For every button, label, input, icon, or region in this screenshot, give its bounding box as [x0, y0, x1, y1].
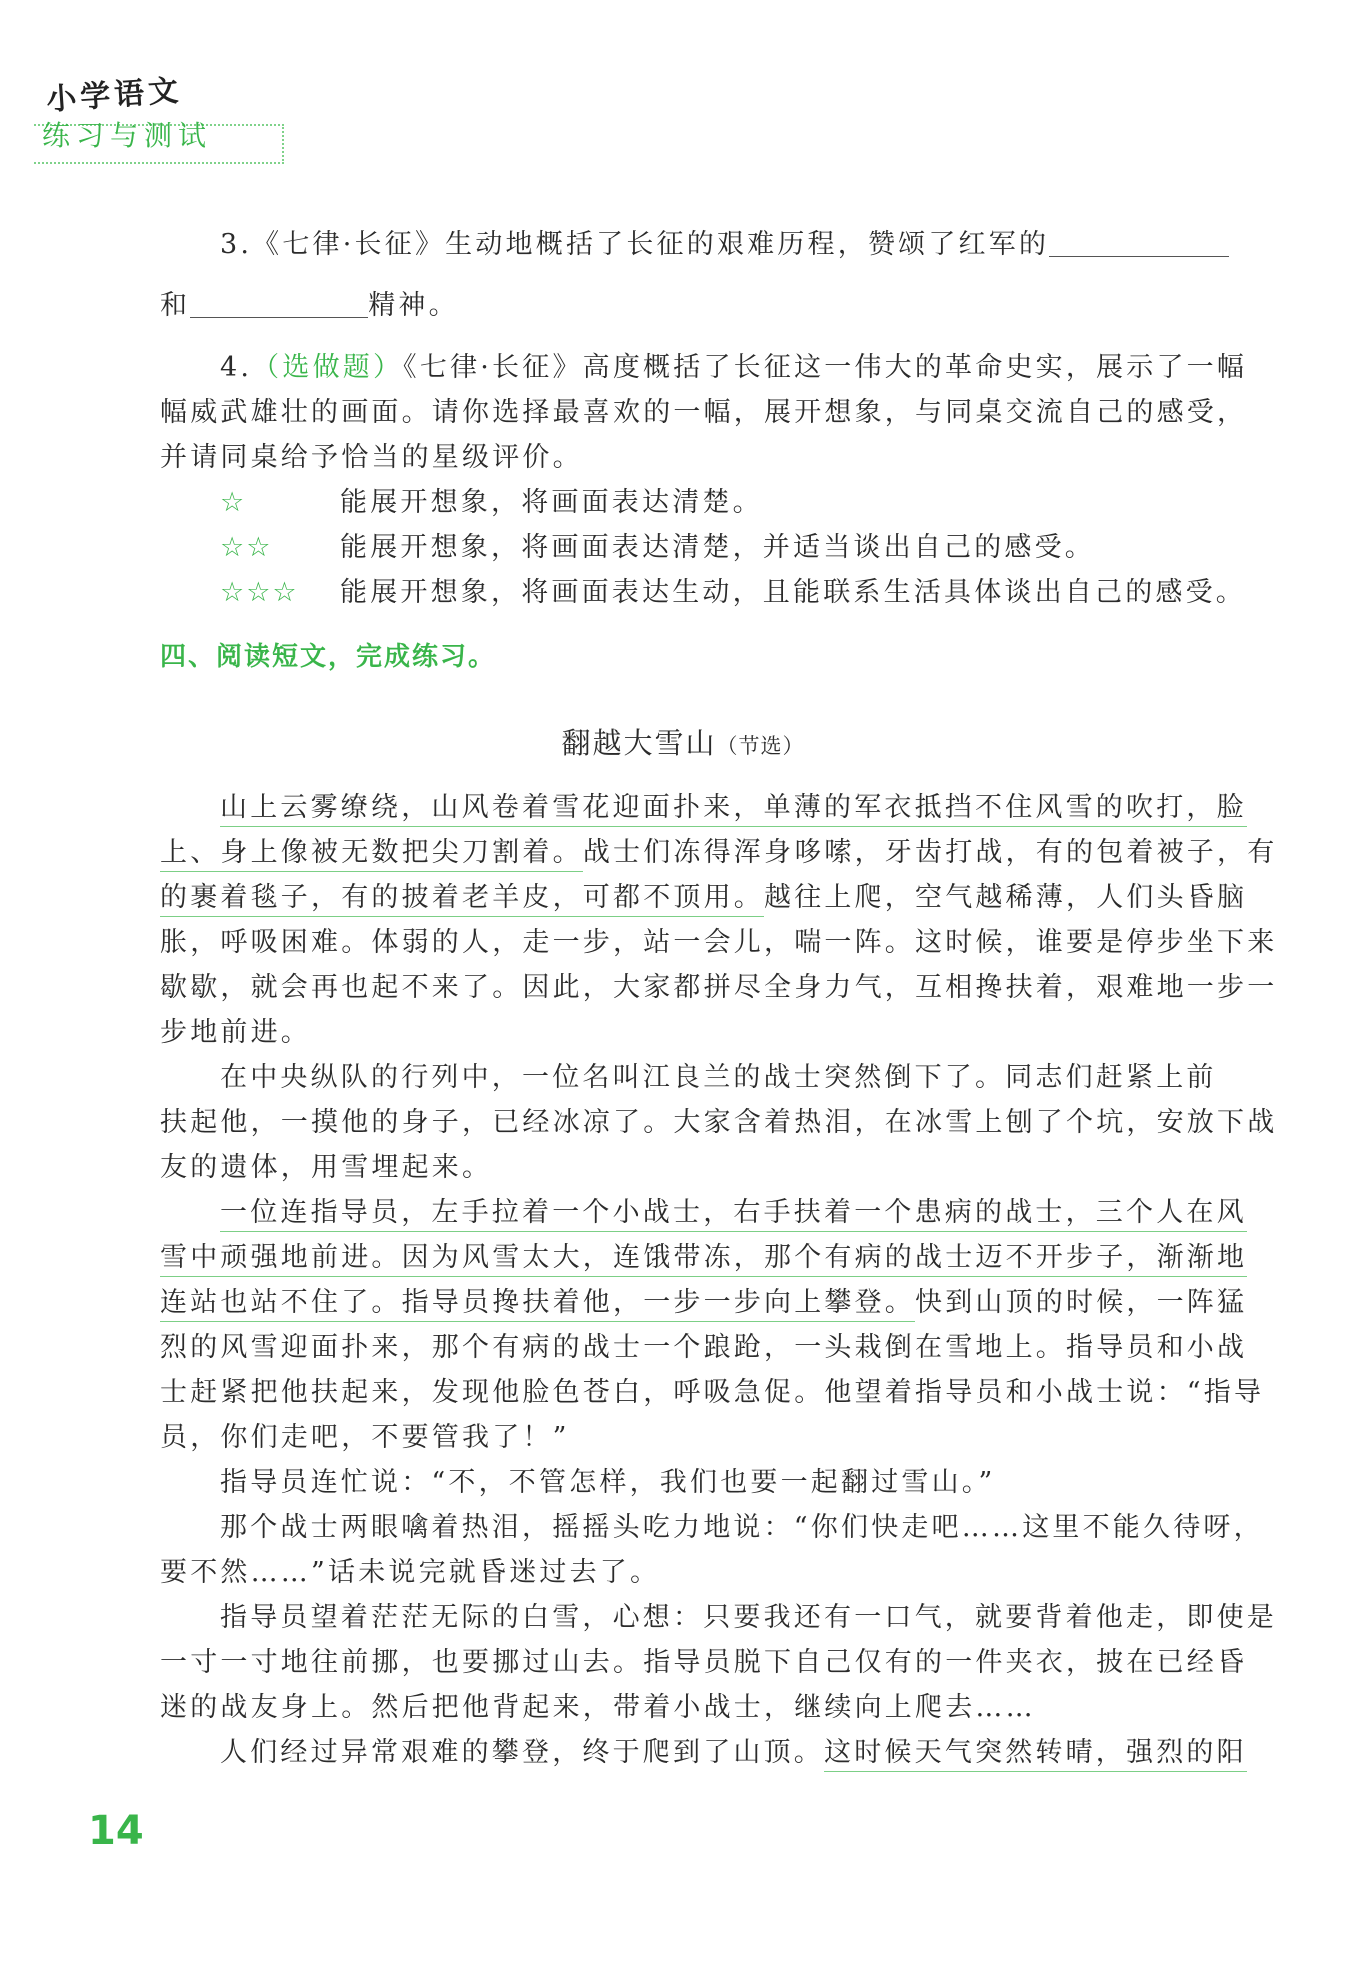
rating-row	[160, 525, 1206, 570]
paragraph-text: 步地前进。	[160, 1017, 311, 1048]
brand-title: 小学语文	[45, 73, 184, 118]
paragraph-text: 胀，呼吸困难。体弱的人，走一步，站一会儿，喘一阵。这时候，谁要是停步坐下来	[160, 927, 1278, 958]
rating-text: 能展开想象，将画面表达清楚。	[340, 487, 763, 518]
paragraph-text: 一寸一寸地往前挪，也要挪过山去。指导员脱下自己仅有的一件夹衣，披在已经昏	[160, 1647, 1248, 1678]
paragraph-text: 士赶紧把他扶起来，发现他脸色苍白，呼吸急促。他望着指导员和小战士说：“指导	[160, 1377, 1265, 1408]
underlined-text: 上、身上像被无数把尖刀割着。	[160, 837, 583, 872]
underlined-text: 连站也站不住了。指导员搀扶着他，一步一步向上攀登。	[160, 1287, 915, 1322]
question-4	[160, 345, 1248, 615]
q3-blank-1[interactable]	[1049, 226, 1229, 257]
article-title-note: （节选）	[716, 734, 805, 758]
q3-spirit: 精神。	[368, 290, 459, 321]
article-body	[160, 785, 1278, 1775]
paragraph-text: 歇歇，就会再也起不来了。因此，大家都拼尽全身力气，互相搀扶着，艰难地一步一	[160, 972, 1278, 1003]
paragraph-text: 快到山顶的时候，一阵猛	[915, 1287, 1248, 1318]
section-heading: 四、阅读短文，完成练习。	[160, 642, 497, 672]
q4-text-3: 并请同桌给予恰当的星级评价。	[160, 442, 583, 473]
q4-text-2: 幅威武雄壮的画面。请你选择最喜欢的一幅，展开想象，与同桌交流自己的感受，	[160, 397, 1248, 428]
brand-header	[42, 70, 292, 170]
paragraph-text: 那个战士两眼噙着热泪，摇摇头吃力地说：“你们快走吧……这里不能久待呀，	[220, 1512, 1264, 1543]
underlined-text: 这时候天气突然转晴，强烈的阳	[824, 1737, 1247, 1772]
page-content	[160, 210, 1278, 1775]
star-icon: ☆☆☆	[220, 577, 299, 608]
q4-optional-tag: （选做题）	[252, 352, 404, 383]
star-icon: ☆	[220, 487, 247, 518]
underlined-text: 一位连指导员，左手拉着一个小战士，右手扶着一个患病的战士，三个人在风	[220, 1197, 1247, 1232]
star-icon: ☆☆	[220, 532, 273, 563]
paragraph-text: 要不然……”话未说完就昏迷过去了。	[160, 1557, 661, 1588]
q3-text: 3.《七律·长征》生动地概括了长征的艰难历程，赞颂了红军的	[220, 229, 1050, 260]
underlined-text: 雪中顽强地前进。因为风雪太大，连饿带冻，那个有病的战士迈不开步子，渐渐地	[160, 1242, 1247, 1277]
paragraph-text: 烈的风雪迎面扑来，那个有病的战士一个踉跄，一头栽倒在雪地上。指导员和小战	[160, 1332, 1248, 1363]
question-3	[160, 222, 1206, 328]
brand-subtitle: 练习与测试	[42, 119, 213, 152]
paragraph-text: 指导员望着茫茫无际的白雪，心想：只要我还有一口气，就要背着他走，即使是	[220, 1602, 1277, 1633]
paragraph-text: 指导员连忙说：“不，不管怎样，我们也要一起翻过雪山。”	[220, 1467, 996, 1498]
paragraph-text: 员，你们走吧，不要管我了！”	[160, 1422, 570, 1453]
q3-blank-2[interactable]	[190, 287, 368, 318]
underlined-text: 山上云雾缭绕，山风卷着雪花迎面扑来，单薄的军衣抵挡不住风雪的吹打，脸	[220, 792, 1247, 827]
rating-text: 能展开想象，将画面表达清楚，并适当谈出自己的感受。	[340, 532, 1095, 563]
rating-row	[160, 570, 1246, 615]
page-number: 14	[88, 1808, 144, 1854]
q4-number: 4.	[220, 352, 253, 383]
paragraph-text: 战士们冻得浑身哆嗦，牙齿打战，有的包着被子，有	[582, 837, 1278, 868]
q4-text-1: 《七律·长征》高度概括了长征这一伟大的革命史实，展示了一幅	[403, 352, 1248, 383]
paragraph-text: 在中央纵队的行列中，一位名叫江良兰的战士突然倒下了。同志们赶紧上前	[220, 1062, 1217, 1093]
article-title-text: 翻越大雪山	[561, 726, 717, 760]
underlined-text: 的裹着毯子，有的披着老羊皮，可都不顶用。	[160, 882, 764, 917]
rating-text: 能展开想象，将画面表达生动，且能联系生活具体谈出自己的感受。	[340, 577, 1246, 608]
paragraph-text: 人们经过异常艰难的攀登，终于爬到了山顶。	[220, 1737, 824, 1768]
q3-and: 和	[160, 290, 191, 321]
article-title	[160, 720, 1206, 769]
paragraph-text: 迷的战友身上。然后把他背起来，带着小战士，继续向上爬去……	[160, 1692, 1036, 1723]
paragraph-text: 扶起他，一摸他的身子，已经冰凉了。大家含着热泪，在冰雪上刨了个坑，安放下战	[160, 1107, 1278, 1138]
paragraph-text: 越往上爬，空气越稀薄，人们头昏脑	[764, 882, 1248, 913]
rating-row	[160, 480, 1206, 525]
paragraph-text: 友的遗体，用雪埋起来。	[160, 1152, 493, 1183]
